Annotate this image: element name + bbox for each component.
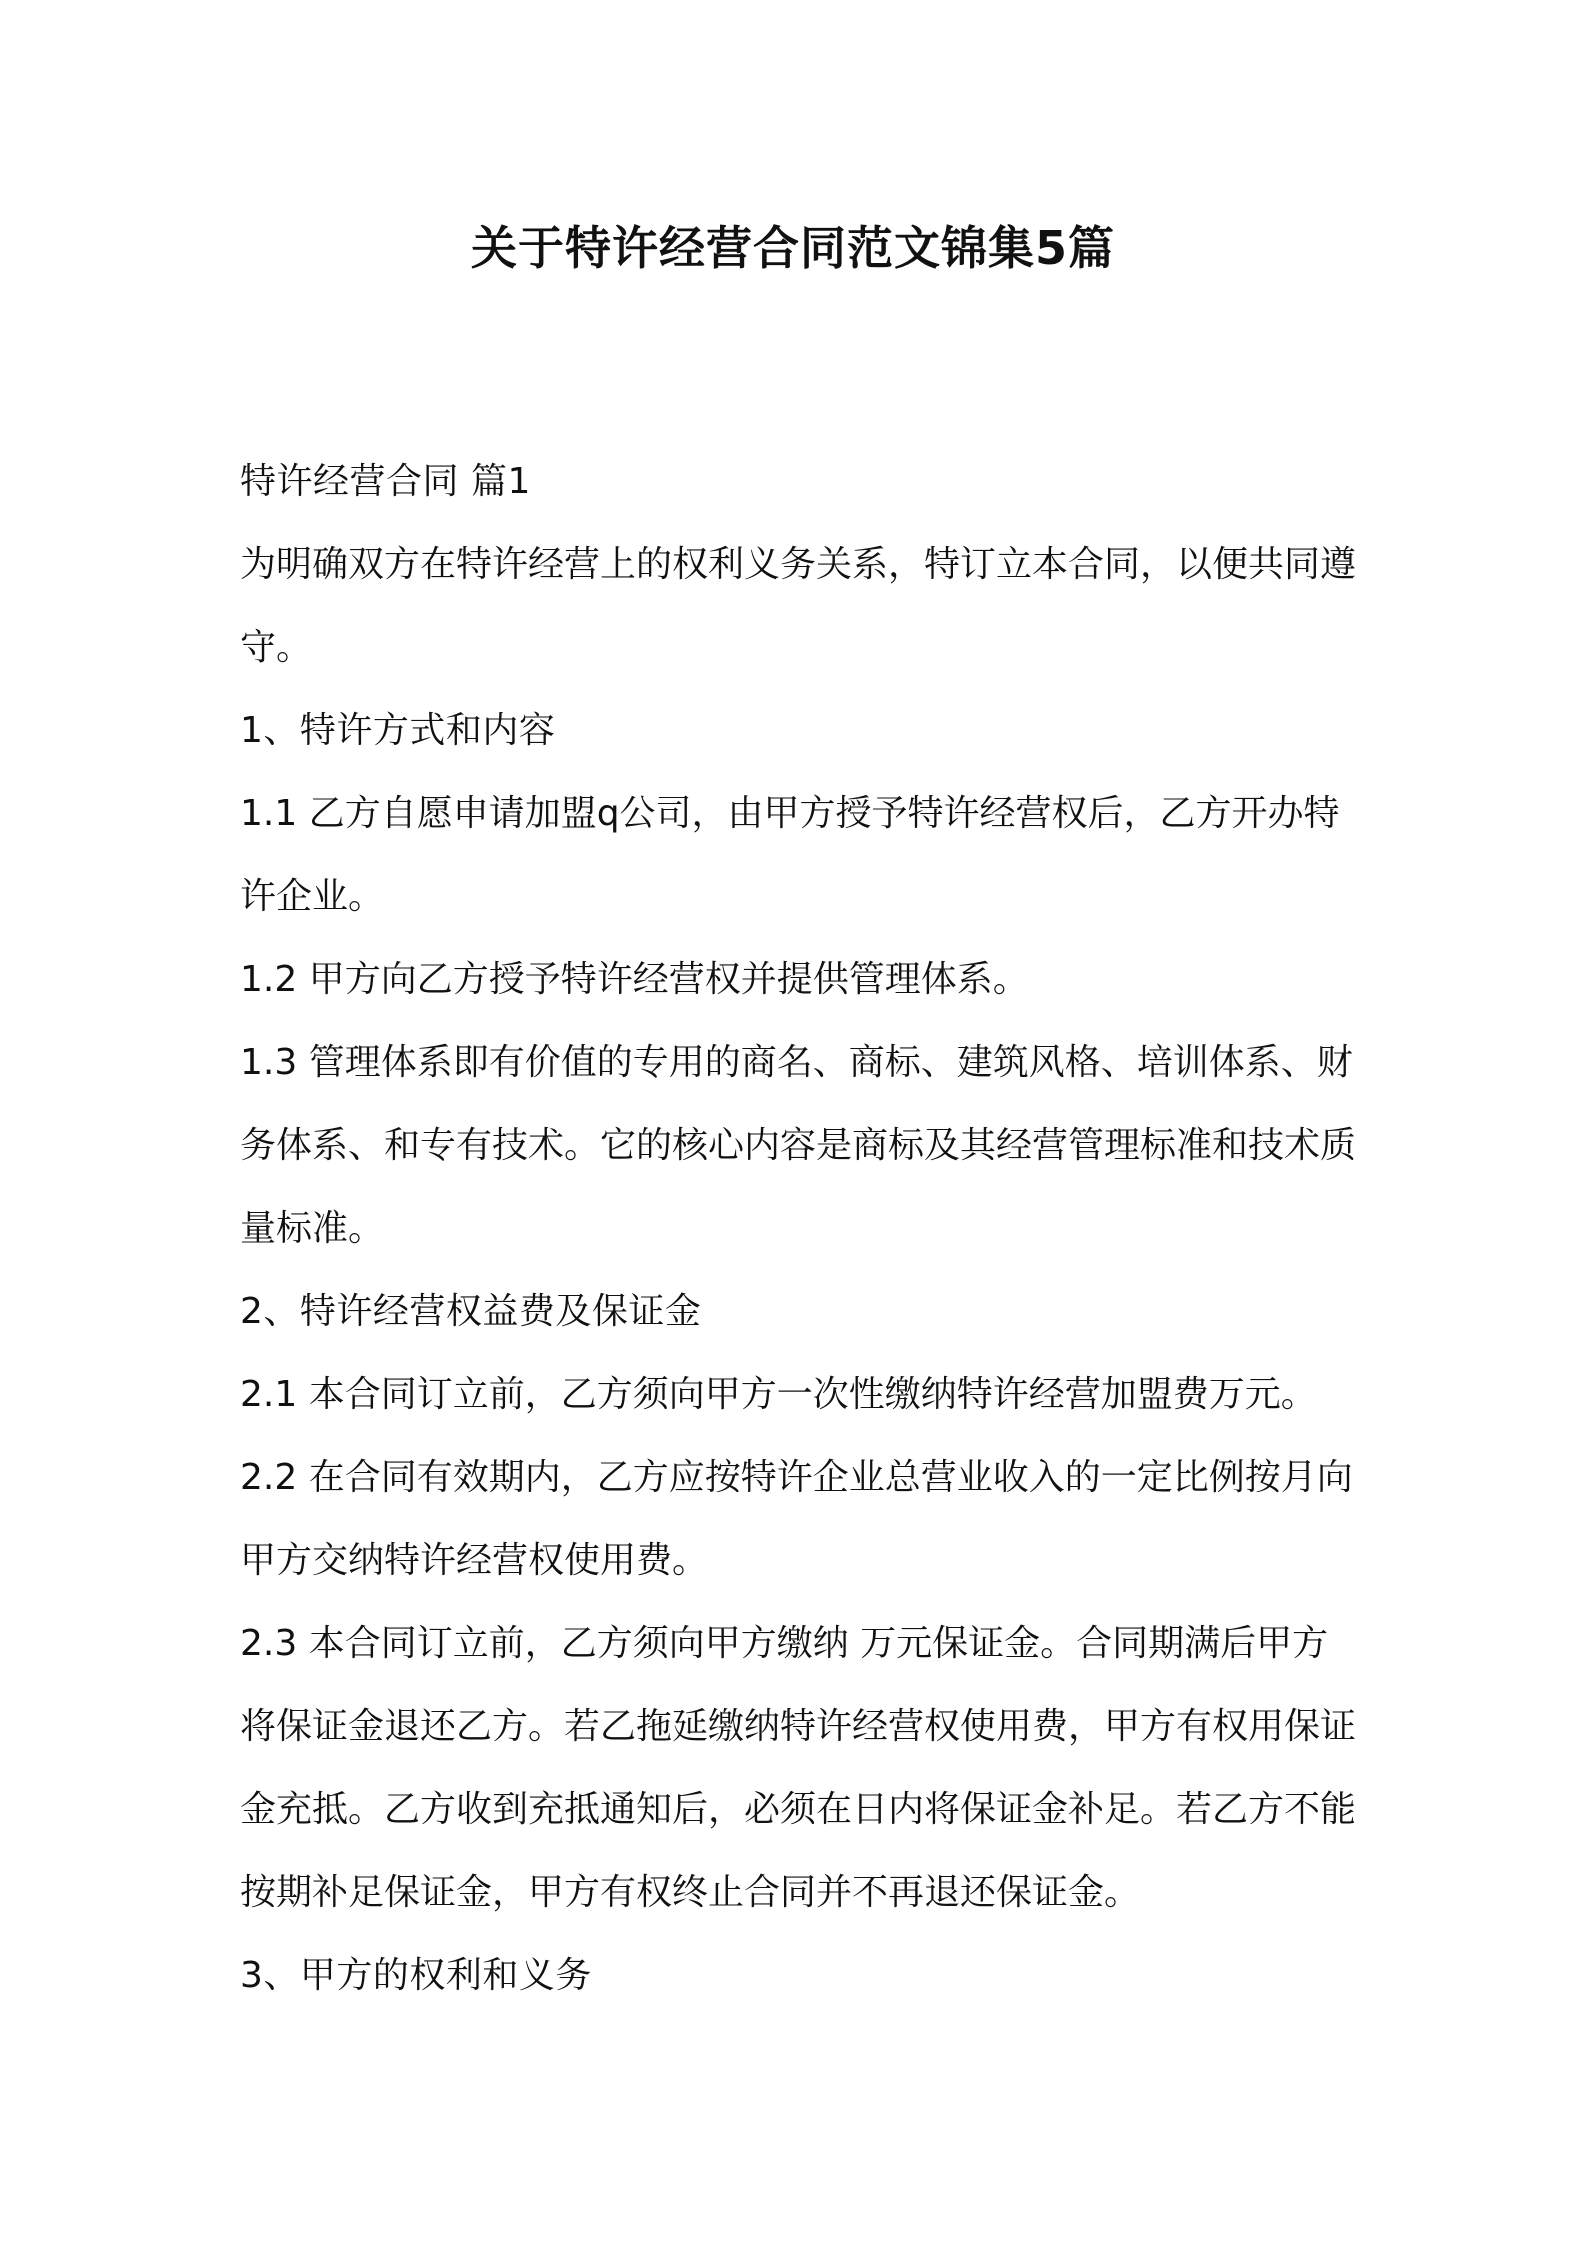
clause-heading: 2、特许经营权益费及保证金	[240, 1291, 702, 1332]
paragraph: 2.3 本合同订立前，乙方须向甲方缴纳 万元保证金。合同期满后甲方将保证金退还乙方。若乙拖延缴纳特许经营权使用费，甲方有权用保证金充抵。乙方收到充抵通知后，必须在日内将保证金补足。若乙方不能按期补足保证金，甲方有权终止合同并不再退还保证金。	[240, 1623, 1357, 1913]
paragraph: 2.1 本合同订立前，乙方须向甲方一次性缴纳特许经营加盟费万元。	[240, 1374, 1317, 1415]
clause-heading: 3、甲方的权利和义务	[240, 1955, 592, 1996]
document-title: 关于特许经营合同范文锦集5篇	[470, 221, 1115, 275]
clause-heading: 1、特许方式和内容	[240, 710, 556, 751]
document-body	[240, 440, 1360, 2017]
paragraph: 2.2 在合同有效期内，乙方应按特许企业总营业收入的一定比例按月向甲方交纳特许经营权使用费。	[240, 1457, 1353, 1581]
paragraph: 为明确双方在特许经营上的权利义务关系，特订立本合同，以便共同遵守。	[240, 544, 1357, 668]
paragraph: 1.1 乙方自愿申请加盟q公司，由甲方授予特许经营权后，乙方开办特许企业。	[240, 793, 1340, 917]
paragraph: 1.2 甲方向乙方授予特许经营权并提供管理体系。	[240, 959, 1029, 1000]
section-heading: 特许经营合同 篇1	[240, 461, 531, 502]
paragraph: 1.3 管理体系即有价值的专用的商名、商标、建筑风格、培训体系、财务体系、和专有技术。它的核心内容是商标及其经营管理标准和技术质量标准。	[240, 1042, 1357, 1249]
